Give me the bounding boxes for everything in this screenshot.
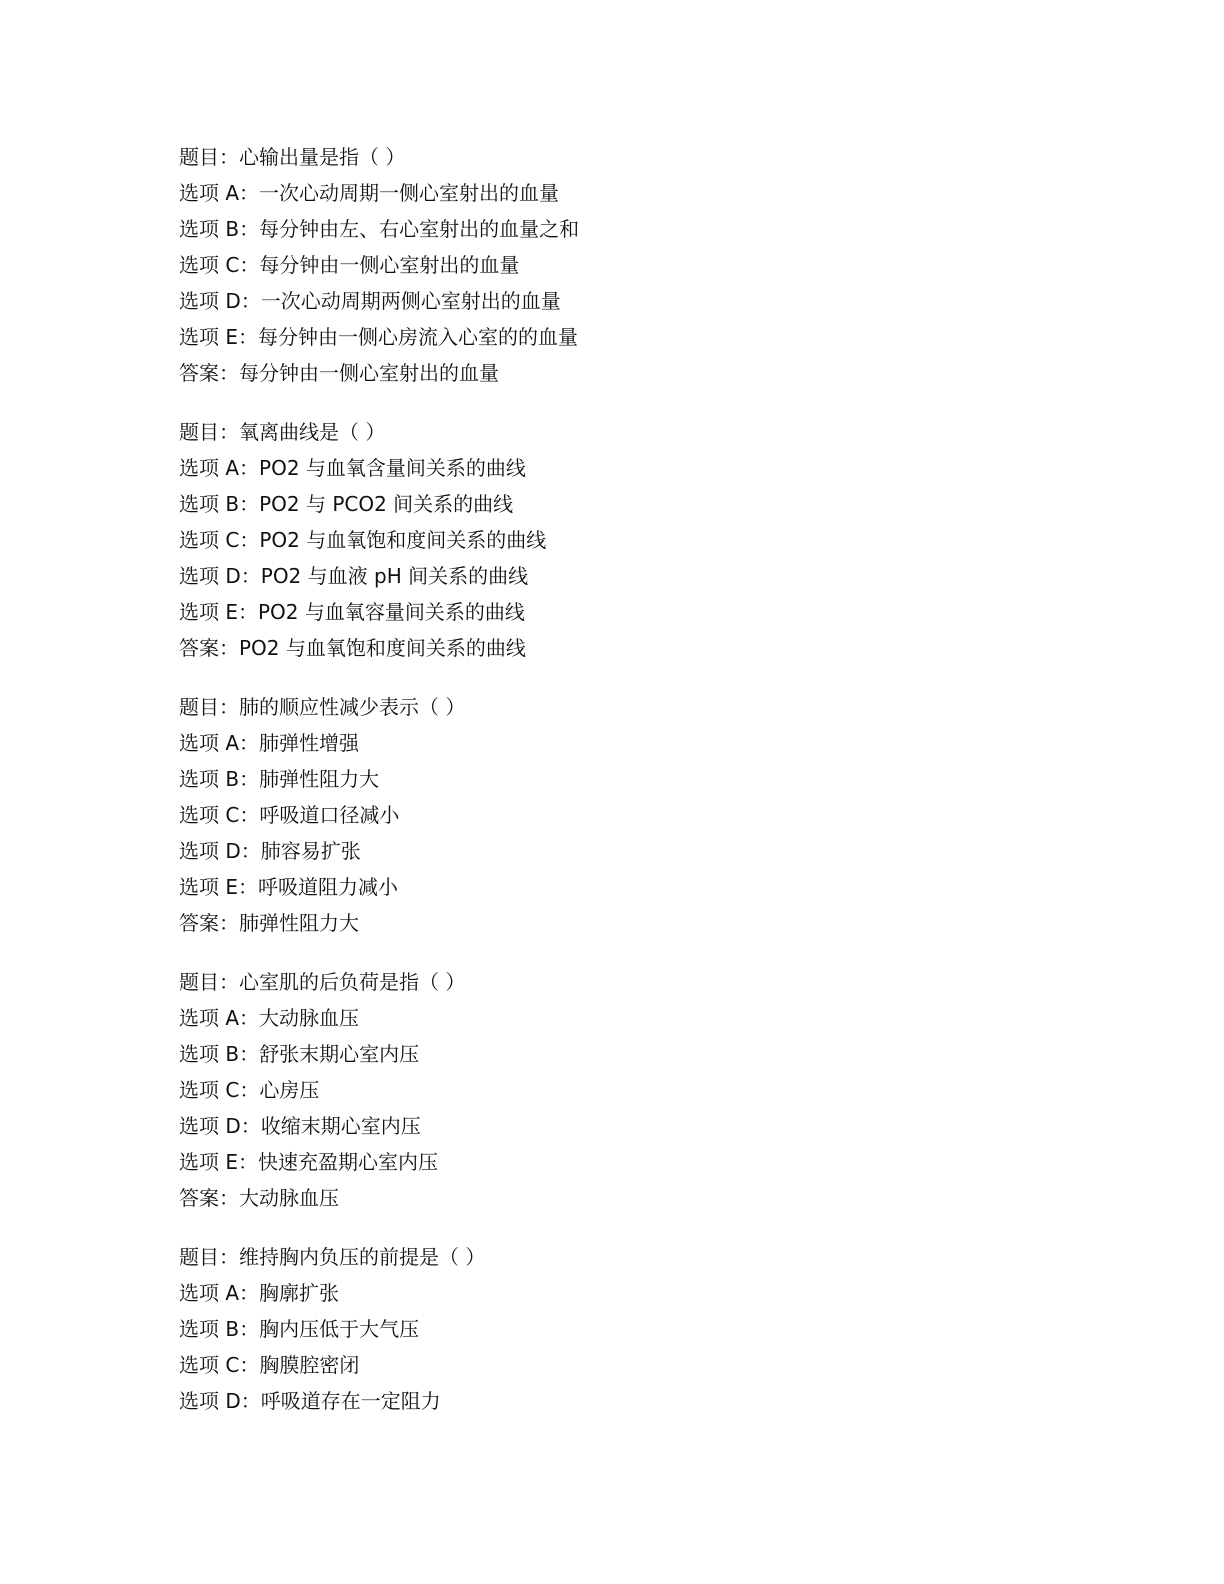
answer: 答案：大动脉血压 [179,1186,339,1210]
option-e: 选项 E：每分钟由一侧心房流入心室的的血量 [179,325,578,349]
answer: 答案：PO2 与血氧饱和度间关系的曲线 [179,636,526,660]
question-title: 题目：心输出量是指（ ） [179,145,406,169]
option-a: 选项 A：胸廓扩张 [179,1281,340,1305]
option-b: 选项 B：肺弹性阻力大 [179,767,380,791]
option-a: 选项 A：肺弹性增强 [179,731,360,755]
option-e: 选项 E：快速充盈期心室内压 [179,1150,438,1174]
option-c: 选项 C：PO2 与血氧饱和度间关系的曲线 [179,528,547,552]
option-e: 选项 E：PO2 与血氧容量间关系的曲线 [179,600,525,624]
option-c: 选项 C：呼吸道口径减小 [179,803,400,827]
option-d: 选项 D：肺容易扩张 [179,839,361,863]
question-title: 题目：氧离曲线是（ ） [179,420,386,444]
question-block [179,139,1159,391]
option-d: 选项 D：一次心动周期两侧心室射出的血量 [179,289,561,313]
option-d: 选项 D：PO2 与血液 pH 间关系的曲线 [179,564,529,588]
option-a: 选项 A：PO2 与血氧含量间关系的曲线 [179,456,526,480]
answer: 答案：肺弹性阻力大 [179,911,359,935]
option-e: 选项 E：呼吸道阻力减小 [179,875,398,899]
question-title: 题目：肺的顺应性减少表示（ ） [179,695,466,719]
question-title: 题目：维持胸内负压的前提是（ ） [179,1245,486,1269]
document-page [179,139,1159,1442]
option-d: 选项 D：收缩末期心室内压 [179,1114,421,1138]
option-a: 选项 A：一次心动周期一侧心室射出的血量 [179,181,560,205]
question-block [179,964,1159,1216]
option-d: 选项 D：呼吸道存在一定阻力 [179,1389,441,1413]
option-b: 选项 B：胸内压低于大气压 [179,1317,420,1341]
question-block [179,689,1159,941]
option-b: 选项 B：PO2 与 PCO2 间关系的曲线 [179,492,514,516]
question-block [179,414,1159,666]
option-c: 选项 C：胸膜腔密闭 [179,1353,360,1377]
answer: 答案：每分钟由一侧心室射出的血量 [179,361,499,385]
option-c: 选项 C：每分钟由一侧心室射出的血量 [179,253,520,277]
option-a: 选项 A：大动脉血压 [179,1006,360,1030]
option-c: 选项 C：心房压 [179,1078,320,1102]
option-b: 选项 B：每分钟由左、右心室射出的血量之和 [179,217,580,241]
question-block [179,1239,1159,1419]
question-title: 题目：心室肌的后负荷是指（ ） [179,970,466,994]
option-b: 选项 B：舒张末期心室内压 [179,1042,420,1066]
